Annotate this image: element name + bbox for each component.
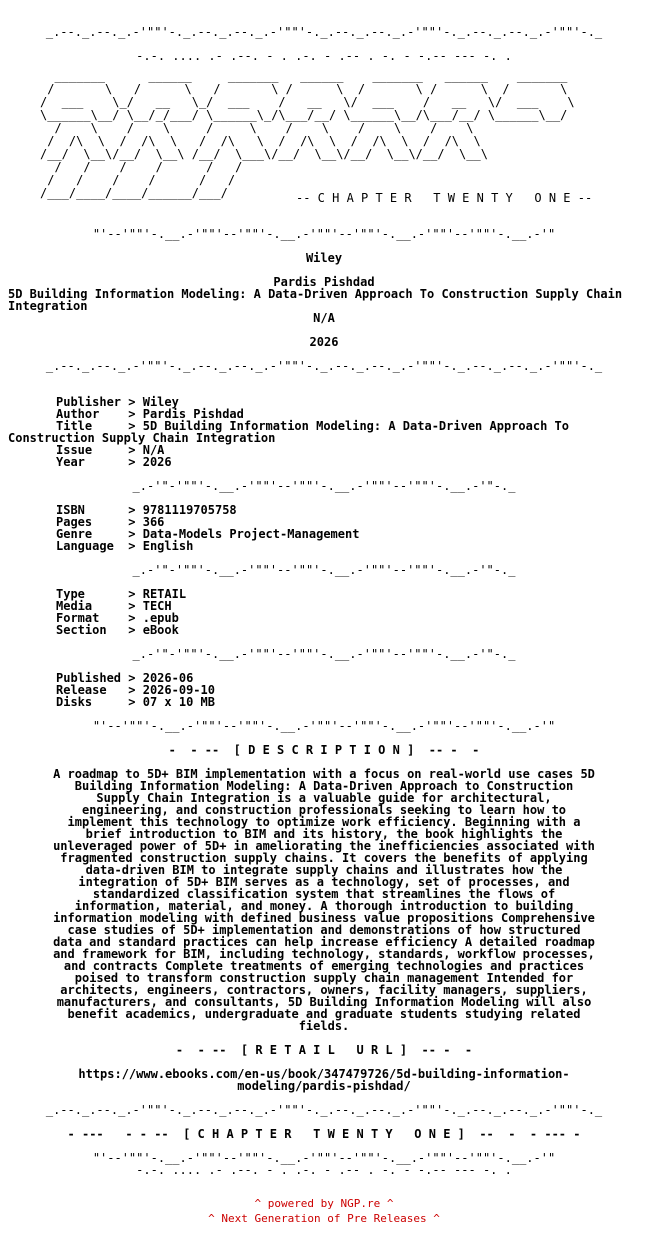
- retail-url-line1[interactable]: https://www.ebooks.com/en-us/book/347479726/5d-building-information-: [78, 1067, 570, 1081]
- bottom-morse-rule: -.-. .... .- .--. - . .-. - .-- . -. - -.-- --- -. .: [136, 1163, 512, 1177]
- description-line: and framework for BIM, including technology, standards, workflow processes,: [53, 947, 595, 961]
- summary-issue: N/A: [313, 311, 335, 325]
- detail-row-type: Type > RETAIL: [56, 587, 187, 601]
- description-line: A roadmap to 5D+ BIM implementation with a focus on real-world use cases 5D: [53, 767, 595, 781]
- description-line: benefit academics, undergraduate and graduate students studying related: [67, 1007, 581, 1021]
- detail-row-issue: Issue > N/A: [56, 443, 165, 457]
- detail-row-section: Section > eBook: [56, 623, 179, 637]
- description-line: engineering, and construction professionals seeking to learn how to: [81, 803, 567, 817]
- footer-powered-by: ^ powered by NGP.re ^: [254, 1197, 394, 1210]
- description-line: case studies of 5D+ implementation and demonstrations of how structured: [67, 923, 581, 937]
- description-line: data and standard practices can help increase efficiency A detailed roadmap: [53, 935, 595, 949]
- bottom-rule: _.--._.--._.-'""'-._.--._.--._.-'""'-._.--._.--._.-'""'-._.--._.--._.-'""'-._: [45, 1103, 603, 1117]
- description-line: information modeling with defined business value propositions Comprehensive: [53, 911, 595, 925]
- summary-title: 5D Building Information Modeling: A Data-Driven Approach To Construction Supply Chain Integration: [8, 287, 630, 313]
- morse-rule: -.-. .... .- .--. - . .-. - .-- . -. - -.-- --- -. .: [136, 49, 512, 63]
- description-line: data-driven BIM to integrate supply chains and illustrates how the: [85, 863, 563, 877]
- description-heading: - - -- [ D E S C R I P T I O N ] -- - -: [168, 743, 480, 757]
- retail-url-line2[interactable]: modeling/pardis-pishdad/: [237, 1079, 411, 1093]
- separator-2: _.-'"-'""'-.__.-'""'--'""'-.__.-'""'--'""'-.__.-'"-._: [132, 563, 516, 577]
- top-rule: _.--._.--._.-'""'-._.--._.--._.-'""'-._.--._.--._.-'""'-._.--._.--._.-'""'-._: [45, 25, 603, 39]
- description-line: architects, engineers, contractors, owners, facility managers, suppliers,: [60, 983, 588, 997]
- summary-publisher: Wiley: [305, 251, 343, 265]
- detail-row-disks: Disks > 07 x 10 MB: [56, 695, 215, 709]
- detail-title-line2: Construction Supply Chain Integration: [8, 431, 276, 445]
- summary-author: Pardis Pishdad: [273, 275, 375, 289]
- detail-row-published: Published > 2026-06: [56, 671, 194, 685]
- description-line: implement this technology to optimize work efficiency. Beginning with a: [67, 815, 581, 829]
- retail-heading: - - -- [ R E T A I L U R L ] -- - -: [175, 1043, 473, 1057]
- separator-3: _.-'"-'""'-.__.-'""'--'""'-.__.-'""'--'""'-.__.-'"-._: [132, 647, 516, 661]
- section-rule: _.--._.--._.-'""'-._.--._.--._.-'""'-._.--._.--._.-'""'-._.--._.--._.-'""'-._: [45, 359, 603, 373]
- detail-row-title: Title > 5D Building Information Modeling: A Data-Driven Approach To: [56, 419, 569, 433]
- closing-chapter-label: - --- - - -- [ C H A P T E R T W E N T Y O N E ] -- - - --- -: [67, 1127, 581, 1141]
- detail-title-line1: 5D Building Information Modeling: A Data-Driven Approach To: [142, 419, 569, 433]
- detail-row-publisher: Publisher > Wiley: [56, 395, 179, 409]
- description-line: information, material, and money. A thorough introduction to building: [74, 899, 574, 913]
- footer-tagline: ^ Next Generation of Pre Releases ^: [208, 1212, 440, 1225]
- detail-row-author: Author > Pardis Pishdad: [56, 407, 244, 421]
- description-line: and contracts Complete treatments of emerging technologies and practices: [63, 959, 585, 973]
- detail-row-language: Language > English: [56, 539, 194, 553]
- description-line: fields.: [298, 1019, 350, 1033]
- description-line: integration of 5D+ BIM serves as a technology, set of processes, and: [78, 875, 570, 889]
- detail-row-genre: Genre > Data-Models Project-Management: [56, 527, 360, 541]
- description-line: standardized classification system that streamlines the flows of: [92, 887, 556, 901]
- detail-row-year: Year > 2026: [56, 455, 172, 469]
- detail-row-pages: Pages > 366: [56, 515, 165, 529]
- bottom-wave-rule: "'--'""'-.__.-'""'--'""'-.__.-'""'--'""'-.__.-'""'--'""'-.__.-'": [92, 1151, 556, 1165]
- description-line: brief introduction to BIM and its history, the book highlights the: [85, 827, 563, 841]
- chapter-label: -- C H A P T E R T W E N T Y O N E --: [296, 191, 593, 205]
- description-line: Supply Chain Integration is a valuable guide for architectural,: [96, 791, 552, 805]
- description-line: poised to transform construction supply chain management Intended for: [74, 971, 574, 985]
- separator-1: _.-'"-'""'-.__.-'""'--'""'-.__.-'""'--'""'-.__.-'"-._: [132, 479, 516, 493]
- detail-row-release: Release > 2026-09-10: [56, 683, 215, 697]
- description-line: unleveraged power of 5D+ in ameliorating the inefficiencies associated with: [53, 839, 595, 853]
- summary-year: 2026: [309, 335, 339, 349]
- wave-rule: "'--'""'-.__.-'""'--'""'-.__.-'""'--'""'-.__.-'""'--'""'-.__.-'": [92, 227, 556, 241]
- logo-ascii-art: _______ ______ _______ ______ _______ ______ _______ / \ / \ / \ / \ / \ / \ / \ / ___ \_/ __ \_/ ___ / __ \/ ___ / __ \/ ___ \ \______\__/ \__/_/___/ \______\_/\___/__/ \______\__/\___/__/ \______\__/ / \ / \ / \ / \ / \ / \ / /\ \ / /\ \ / /\ \ / /\ \ / /\ \ / /\ \ /__/ \__\/__/ \__\ /__/ \___\/__/ \__\/__/ \__\/__/ \__\ / / / / / / / / / / / / /___/____/____/______/___/: [40, 69, 575, 200]
- description-line: fragmented construction supply chains. It covers the benefits of applying: [60, 851, 588, 865]
- detail-row-isbn: ISBN > 9781119705758: [56, 503, 237, 517]
- description-line: Building Information Modeling: A Data-Driven Approach to Construction: [74, 779, 574, 793]
- detail-row-format: Format > .epub: [56, 611, 179, 625]
- detail-row-media: Media > TECH: [56, 599, 172, 613]
- wave-rule-2: "'--'""'-.__.-'""'--'""'-.__.-'""'--'""'-.__.-'""'--'""'-.__.-'": [92, 719, 556, 733]
- description-line: manufacturers, and consultants, 5D Building Information Modeling will also: [56, 995, 592, 1009]
